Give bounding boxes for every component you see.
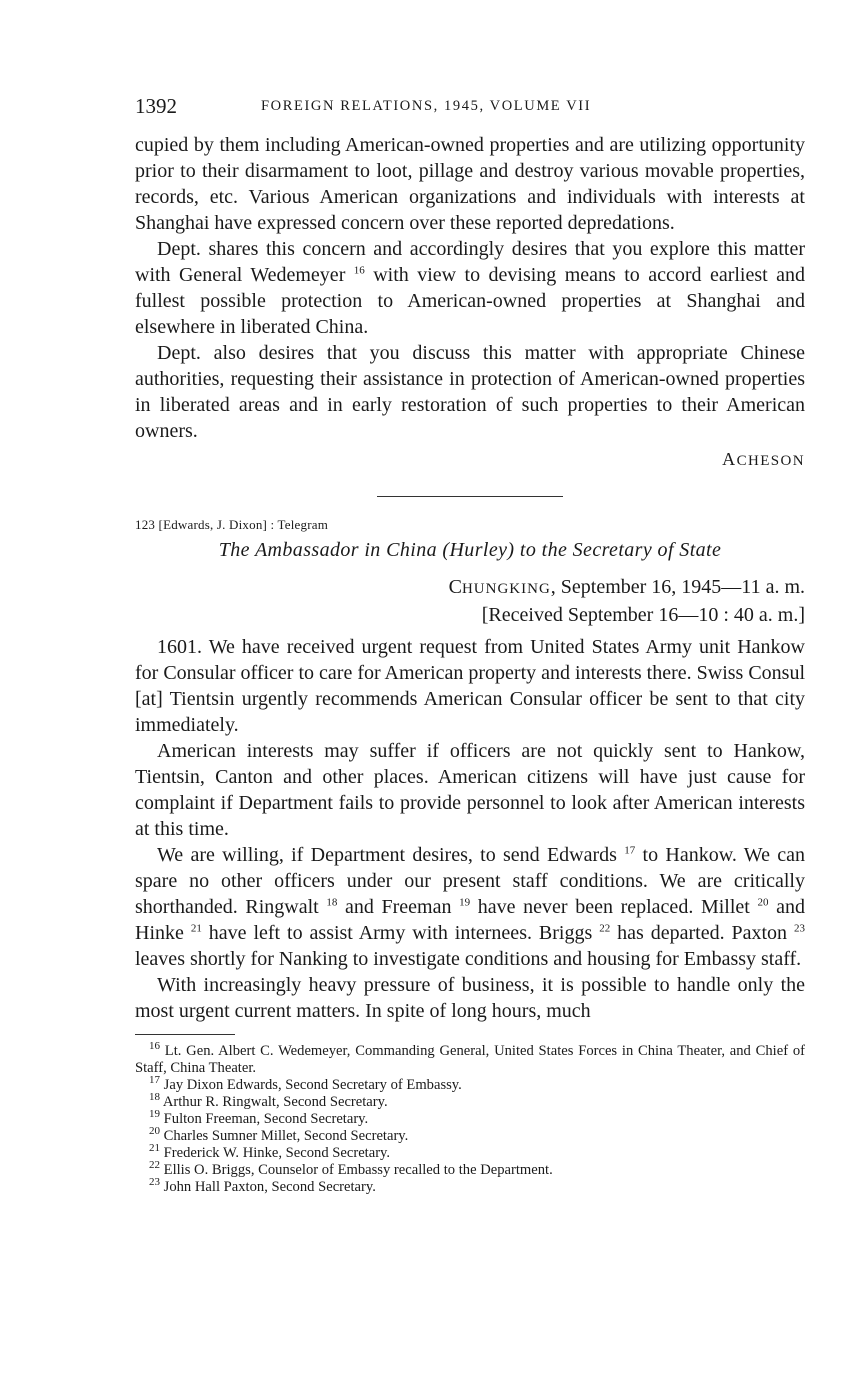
footnote-ref: 18	[326, 896, 338, 909]
paragraph-1601: 1601. We have received urgent request from United States Army unit Hankow for Consular officer to care for American property and interests there. Swiss Consul [at] Tientsin urgently recommends American Consular officer be sent to that city immediately.	[135, 636, 805, 736]
paragraph-american-interests: American interests may suffer if officers are not quickly sent to Hankow, Tientsin, Canton and other places. American citizens will have just cause for complaint if Department fails to provide personnel to look after American interests at this time.	[135, 740, 805, 840]
file-reference: 123 [Edwards, J. Dixon] : Telegram	[135, 517, 329, 532]
footnote-23: $^{23}$ John Hall Paxton, Second Secretary.	[149, 1176, 376, 1195]
footnote-21: $^{21}$ Frederick W. Hinke, Second Secretary.	[149, 1142, 391, 1161]
footnotes	[135, 1040, 805, 1196]
signature: ACHESON	[722, 449, 805, 469]
footnote-ref: 21	[190, 922, 202, 935]
previous-document-text	[135, 132, 805, 474]
paragraph-text: with view to devising means to accord earliest and fullest possible protection to American-owned properties at Shanghai and elsewhere in liberated China.	[135, 264, 806, 338]
footnote-17: $^{17}$ Jay Dixon Edwards, Second Secretary of Embassy.	[149, 1074, 462, 1093]
document-title: The Ambassador in China (Hurley) to the Secretary of State	[218, 539, 722, 561]
paragraph-staff: We are willing, if Department desires, to send Edwards $^{17}$ to Hankow. We can spare no other officers under our present staff conditions. We are critically shorthanded. Ringwalt $^{18}$ and Freeman $^{19}$ have never been replaced. Millet $^{20}$ and Hinke $^{21}$ have left to assist Army with internees. Briggs $^{22}$ has departed. Paxton $^{23}$ leaves shortly for Nanking to investigate conditions and housing for Embassy staff.	[135, 844, 806, 970]
footnote-ref: 19	[459, 896, 471, 909]
running-head: FOREIGN RELATIONS, 1945, VOLUME VII	[261, 98, 592, 114]
footnote-18: $^{18}$ Arthur R. Ringwalt, Second Secretary.	[149, 1091, 388, 1110]
footnote-19: $^{19}$ Fulton Freeman, Second Secretary.	[149, 1108, 369, 1127]
footnote-ref: 22	[599, 922, 611, 935]
dateline: CHUNGKING, September 16, 1945—11 a. m.	[448, 576, 805, 598]
continued-paragraph: cupied by them including American-owned properties and are utilizing opportunity prior to their disarmament to loot, pillage and destroy various movable properties, records, etc. Various American organizations and individuals with interests at Shanghai have expressed concern over these reported depredations.	[135, 134, 805, 234]
page-number: 1392	[135, 94, 177, 118]
book-page	[135, 90, 805, 1196]
footnote-ref: 17	[624, 844, 636, 857]
section-divider	[377, 496, 563, 497]
page-header	[135, 90, 805, 120]
paragraph-pressure: With increasingly heavy pressure of business, it is possible to handle only the most urgent current matters. In spite of long hours, much	[135, 974, 805, 1022]
paragraph-text: Dept. shares this concern and accordingly desires that you explore this matter with General Wedemeyer	[135, 238, 805, 286]
paragraph-chinese-authorities: Dept. also desires that you discuss this matter with appropriate Chinese authorities, requesting their assistance in protection of American-owned properties in liberated areas and in early restoration of such properties to their American owners.	[135, 342, 805, 442]
footnote-divider	[135, 1034, 235, 1035]
footnote-16: $^{16}$ Lt. Gen. Albert C. Wedemeyer, Commanding General, United States Forces in China Theater, and Chief of Staff, China Theater.	[135, 1040, 805, 1076]
footnote-ref: 23	[794, 922, 805, 935]
footnote-22: $^{22}$ Ellis O. Briggs, Counselor of Embassy recalled to the Department.	[149, 1159, 553, 1178]
footnote-ref: 20	[757, 896, 769, 909]
footnote-20: $^{20}$ Charles Sumner Millet, Second Secretary.	[149, 1125, 409, 1144]
telegram-body	[135, 634, 805, 1024]
received-line: [Received September 16—10 : 40 a. m.]	[481, 604, 805, 626]
paragraph-wedemeyer	[135, 236, 805, 340]
footnote-ref: 16	[353, 264, 365, 277]
